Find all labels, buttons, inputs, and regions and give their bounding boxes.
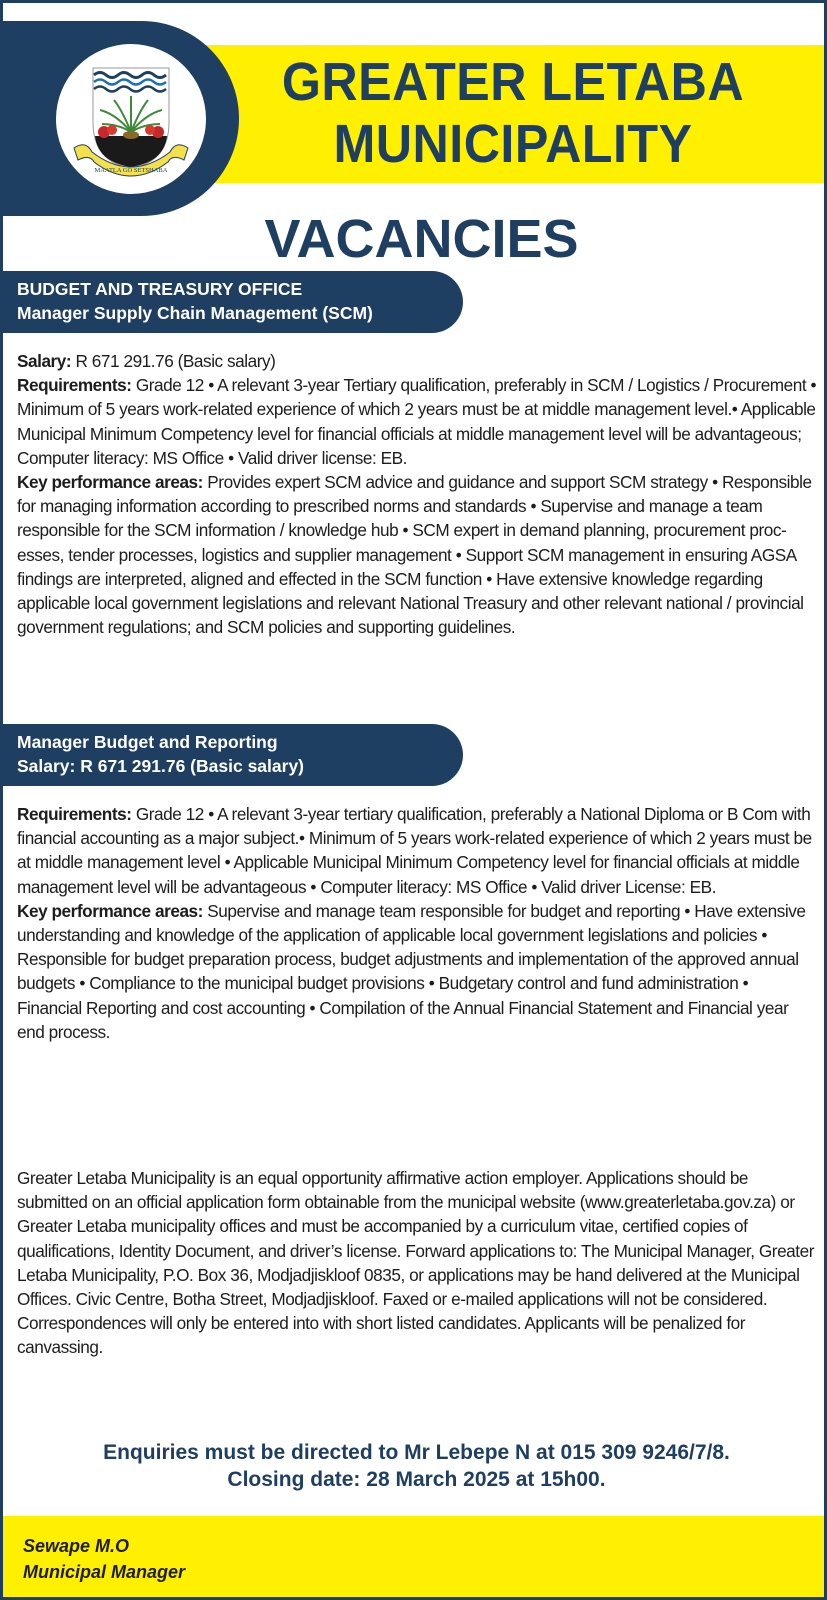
position-title: Manager Supply Chain Management (SCM) (17, 303, 373, 323)
position-1-details (17, 349, 817, 639)
municipality-name-line1: GREATER LETABA (281, 52, 745, 112)
salary-label: Salary: (17, 351, 72, 371)
salary-line (17, 349, 817, 373)
requirements (17, 373, 817, 470)
kpa-text: Provides expert SCM advice and guidance and support SCM strategy • Responsible for managing information according to prescribed norms and standards • Supervise and manage a team responsible for the SCM information / knowledge hub • SCM expert in demand planning, procurement proc-esses, tender processes, logistics and supplier management • Support SCM management in ensuring AGSA findings are interpreted, aligned and effected in the SCM function • Have extensive knowledge regarding applicable local government legislations and relevant National Treasury and other relevant national / provincial government regulations; and SCM policies and supporting guidelines. (17, 472, 812, 638)
salary-value: R 671 291.76 (Basic salary) (75, 351, 276, 371)
logo-motto: MAATLA GO SETSHABA (94, 167, 168, 174)
kpa-label: Key performance areas: (17, 900, 203, 921)
signatory-title: Municipal Manager (23, 1562, 186, 1582)
kpa-label: Key performance areas: (17, 472, 203, 493)
position-2-header (3, 724, 463, 786)
page-heading: VACANCIES (264, 209, 579, 269)
enquiries-contact: Enquiries must be directed to Mr Lebepe N at 015 309 9246/7/8. (103, 1441, 730, 1464)
requirements (17, 802, 817, 899)
closing-date: Closing date: 28 March 2025 at 15h00. (227, 1468, 606, 1491)
signatory (23, 1533, 185, 1585)
enquiries-block (3, 1439, 827, 1493)
department-name: BUDGET AND TREASURY OFFICE (17, 279, 303, 299)
requirements-text: Grade 12 • A relevant 3-year tertiary qualification, preferably a National Diploma or B Com with financial accounting as a major subject.• Minimum of 5 years work-related experience of which 2 years must be at middle management level • Applicable Municipal Minimum Competency level for financial officials at middle management level will be advantageous • Computer literacy: MS Office • Valid driver License: EB. (17, 804, 812, 897)
municipal-coat-of-arms-icon (56, 44, 206, 194)
position-1-header (3, 271, 463, 333)
general-notice: Greater Letaba Municipality is an equal opportunity affirmative action employer. Applications should be submitted on an official application form obtainable from the municipal website (www.greaterletaba.gov.za) or Greater Letaba municipality offices and must be accompanied by a curriculum vitae, certified copies of qualifications, Identity Document, and driver’s license. Forward applications to: The Municipal Manager, Greater Letaba Municipality, P.O. Box 36, Modjadjiskloof 0835, or applications may be hand delivered at the Municipal Offices. Civic Centre, Botha Street, Modjadjiskloof. Faxed or e-mailed applications will not be considered. Correspondences will only be entered into with short listed candidates. Applicants will be penalized for canvassing. (17, 1168, 814, 1358)
position-title: Manager Budget and Reporting (17, 732, 278, 752)
signatory-name: Sewape M.O (23, 1536, 130, 1556)
requirements-label: Requirements: (17, 804, 132, 824)
salary-line: Salary: R 671 291.76 (Basic salary) (17, 756, 304, 776)
municipality-name (234, 51, 792, 175)
municipality-name-line2: MUNICIPALITY (333, 114, 693, 174)
key-performance-areas (17, 470, 817, 639)
logo (56, 44, 206, 194)
key-performance-areas (17, 899, 817, 1044)
requirements-label: Requirements: (17, 375, 132, 396)
position-2-details (17, 802, 817, 1044)
kpa-text: Supervise and manage team responsible for budget and reporting • Have extensive understanding and knowledge of the application of applicable local government legislations and policies • Responsible for budget preparation process, budget adjustments and implementation of the approved annual budgets • Compliance to the municipal budget provisions • Budgetary control and fund administration • Financial Reporting and cost accounting • Compilation of the Annual Financial Statement and Financial year end process. (17, 900, 806, 1042)
requirements-text: Grade 12 • A relevant 3-year Tertiary qualification, preferably in SCM / Logistics / Procurement • Minimum of 5 years work-related experience of which 2 years must be at middle management level.• Applicable Municipal Minimum Competency level for financial officials at middle management level will be advantageous; Computer literacy: MS Office • Valid driver license: EB. (17, 375, 817, 468)
